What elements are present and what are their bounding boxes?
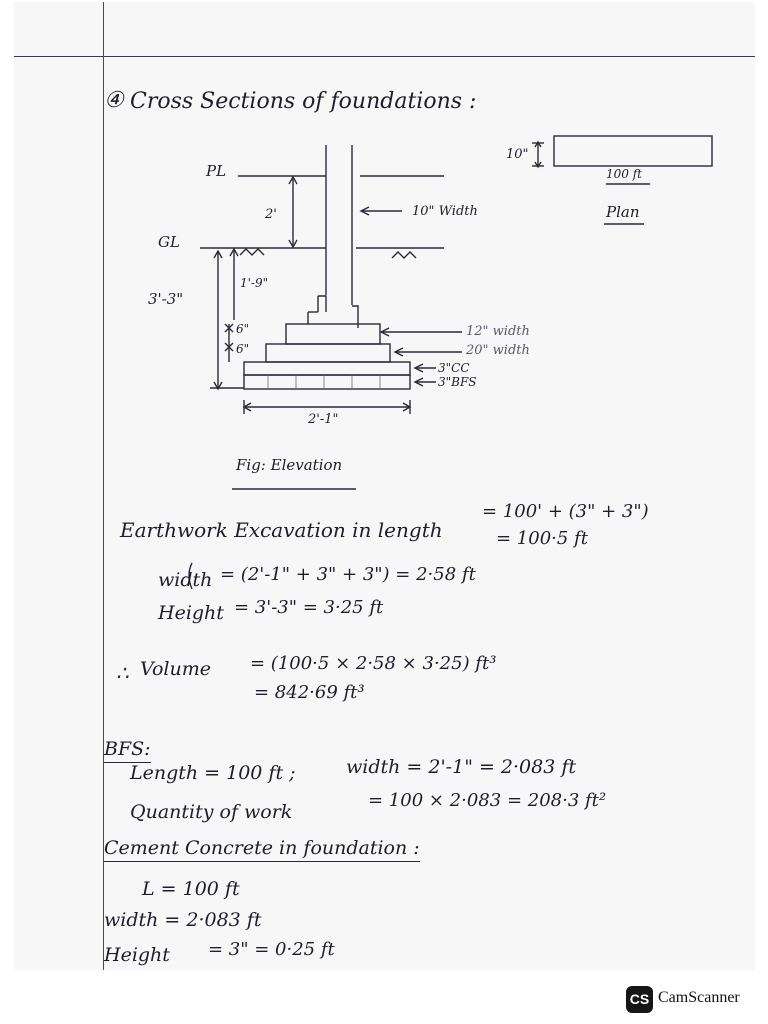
cc-width-line: width = 2·083 ft: [104, 909, 262, 931]
cc-length-line: L = 100 ft: [142, 878, 240, 900]
bfs-width-line: width = 2'-1" = 2·083 ft: [346, 756, 577, 778]
bfs-layer: [244, 375, 410, 389]
base-width-label: 2'-1": [308, 412, 339, 427]
camscanner-logo-icon: CS: [626, 986, 653, 1013]
gl-label: GL: [158, 233, 180, 251]
earthwork-label: Earthwork Excavation in length: [120, 518, 443, 542]
volume-result: = 842·69 ft³: [254, 682, 365, 703]
volume-label: Volume: [140, 658, 211, 680]
plan-caption: Plan: [606, 203, 640, 221]
volume-expr: = (100·5 × 2·58 × 3·25) ft³: [250, 653, 497, 674]
earthwork-length-result: = 100·5 ft: [496, 528, 588, 549]
bfs-quantity-label: Quantity of work: [130, 801, 293, 823]
section-number: ④: [104, 88, 124, 113]
footing-2-width-label: 20" width: [466, 343, 530, 358]
wall-width-label: 10" Width: [412, 204, 478, 219]
footing-1-width-label: 12" width: [466, 324, 530, 339]
plinth-height-label: 2': [265, 207, 277, 222]
earthwork-length-expr: = 100' + (3" + 3"): [482, 501, 649, 522]
depth-to-footing-label: 1'-9": [240, 276, 269, 290]
cc-label: 3"CC: [438, 361, 470, 375]
bfs-heading: BFS:: [104, 740, 151, 763]
cc-layer: [244, 362, 410, 375]
therefore-symbol: ∴: [116, 661, 129, 685]
bfs-quantity-expr: = 100 × 2·083 = 208·3 ft²: [368, 790, 607, 811]
earthwork-width-label: width: [158, 569, 213, 591]
elevation-caption: Fig: Elevation: [236, 456, 343, 474]
pl-label: PL: [206, 162, 227, 180]
camscanner-name: CamScanner: [658, 989, 740, 1006]
cc-height-expr: = 3" = 0·25 ft: [208, 939, 335, 960]
earthwork-width-expr: = (2'-1" + 3" + 3") = 2·58 ft: [220, 564, 476, 585]
earthwork-height-label: Height: [158, 602, 224, 624]
plan-length-label: 100 ft: [606, 167, 642, 181]
bfs-label: 3"BFS: [438, 375, 477, 389]
footing-step-1: [286, 324, 380, 344]
section-title: Cross Sections of foundations :: [130, 89, 477, 114]
footing-step-2: [266, 344, 390, 362]
earthwork-height-expr: = 3'-3" = 3·25 ft: [234, 597, 384, 618]
plan-outline: [554, 136, 712, 166]
plan-thickness-label: 10": [506, 147, 529, 162]
cc-heading: Cement Concrete in foundation :: [104, 839, 420, 862]
step-1-label: 6": [236, 322, 250, 336]
total-depth-label: 3'-3": [148, 290, 184, 308]
bfs-length-line: Length = 100 ft ;: [130, 762, 296, 784]
cc-height-label: Height: [104, 944, 170, 966]
step-2-label: 6": [236, 342, 250, 356]
